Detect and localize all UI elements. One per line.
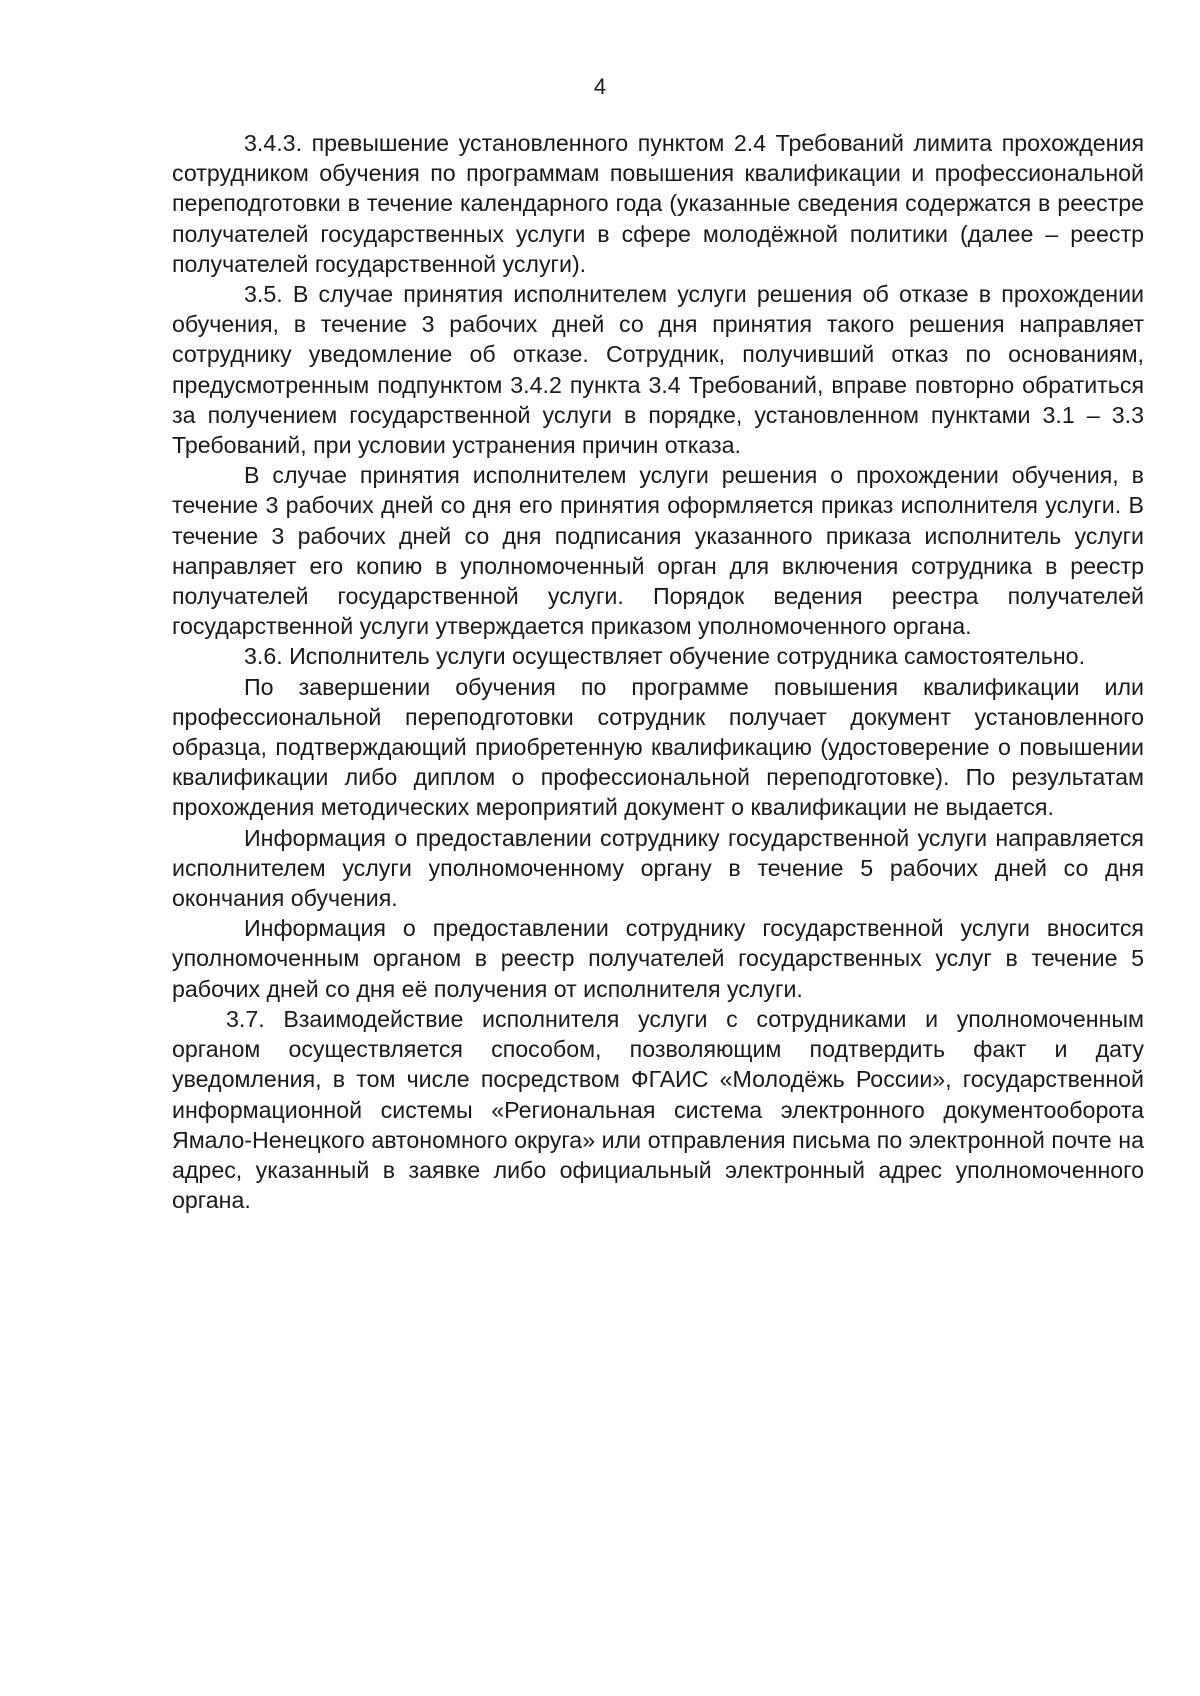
paragraph-3-5: 3.5. В случае принятия исполнителем услуги решения об отказе в прохождении обучения, в течение 3 рабочих дней со дня принятия такого решения направляет сотруднику уведомление об отказе. Сотрудник, получивший отказ по основаниям, предусмотренным подпунктом 3.4.2 пункта 3.4 Требований, вправе повторно обратиться за получением государственной услуги в порядке, установленном пунктами 3.1 – 3.3 Требований, при условии устранения причин отказа.: [172, 281, 1144, 459]
paragraph-3-6-completion: По завершении обучения по программе повышения квалификации или профессиональной переподготовки сотрудник получает документ установленного образца, подтверждающий приобретенную квалификацию (удостоверение о повышении квалификации либо диплом о профессиональной переподготовке). По результатам прохождения методических мероприятий документ о квалификации не выдается.: [172, 673, 1144, 821]
paragraph-3-6-info-sent: Информация о предоставлении сотруднику государственной услуги направляется исполнителем услуги уполномоченному органу в течение 5 рабочих дней со дня окончания обучения.: [172, 824, 1144, 912]
paragraph-3-7: 3.7. Взаимодействие исполнителя услуги с сотрудниками и уполномоченным органом осуществляется способом, позволяющим подтвердить факт и дату уведомления, в том числе посредством ФГАИС «Молодёжь России», государственной информационной системы «Региональная система электронного документооборота Ямало-Ненецкого автономного округа» или отправления письма по электронной почте на адрес, указанный в заявке либо официальный электронный адрес уполномоченного органа.: [172, 1005, 1144, 1214]
page-number: 4: [593, 74, 607, 99]
paragraph-3-5-continued: В случае принятия исполнителем услуги решения о прохождении обучения, в течение 3 рабочих дней со дня его принятия оформляется приказ исполнителя услуги. В течение 3 рабочих дней со дня подписания указанного приказа исполнитель услуги направляет его копию в уполномоченный орган для включения сотрудника в реестр получателей государственной услуги. Порядок ведения реестра получателей государственной услуги утверждается приказом уполномоченного органа.: [172, 462, 1144, 640]
paragraph-3-6-info-registry: Информация о предоставлении сотруднику государственной услуги вносится уполномоченным органом в реестр получателей государственных услуг в течение 5 рабочих дней со дня её получения от исполнителя услуги.: [172, 915, 1144, 1002]
paragraph-3-4-3: 3.4.3. превышение установленного пунктом 2.4 Требований лимита прохождения сотрудником обучения по программам повышения квалификации и профессиональной переподготовки в течение календарного года (указанные сведения содержатся в реестре получателей государственных услуги в сфере молодёжной политики (далее – реестр получателей государственной услуги).: [172, 130, 1144, 277]
document-body: [172, 128, 1144, 1215]
paragraph-3-6: 3.6. Исполнитель услуги осуществляет обучение сотрудника самостоятельно.: [244, 643, 1086, 670]
